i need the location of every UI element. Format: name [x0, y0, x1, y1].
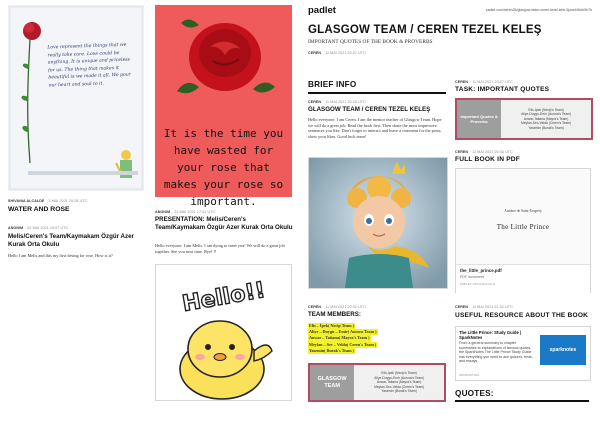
app-brand[interactable]: padlet [308, 5, 336, 16]
section-divider [455, 400, 589, 402]
section-divider [308, 92, 446, 94]
post-title: TEAM MEMBERS: [308, 311, 361, 318]
pdf-title: The Little Prince [496, 223, 550, 231]
post-date: 11 MAI 2021 20:28 UTC [325, 100, 366, 104]
hello-duck-image[interactable] [155, 264, 292, 401]
post-author: ANONIM [8, 226, 24, 230]
board-meta [308, 51, 366, 55]
post-meta [455, 305, 513, 309]
quote-text: It is the time you have wasted for your rose that makes your rose so important. [163, 127, 284, 208]
section-heading: BRIEF INFO [308, 80, 357, 89]
post-meta [308, 100, 366, 104]
post-body: Hello I am Melis and this my first desing for rose. How is it? [8, 253, 113, 258]
post-date: 11 MAI 2021 20:27 UTC [472, 80, 513, 84]
list-item: Anwar – Tatiana( Mayra's Team ) [309, 335, 370, 341]
file-name: the_little_prince.pdf [460, 268, 502, 273]
post-date: 3 MAI 2021 20:28 UTC [48, 199, 88, 203]
note-drawing [8, 5, 144, 191]
post-title: Melis/Ceren's Team/Kaymakam Özgür Azer Kurak Orta Okulu [8, 233, 134, 248]
link-title: The Little Prince: Study Guide | SparkNotes [459, 330, 522, 341]
rose-photo [155, 5, 292, 110]
file-source: PADLET-UPLOADS-FILE [460, 282, 496, 286]
post-meta [8, 226, 68, 230]
post-date: 11 MAI 2021 20:34 UTC [472, 150, 513, 154]
post-author: ANONIM [155, 210, 171, 214]
list-item: Yasemin( Burak's Team ) [309, 347, 355, 353]
board-subtitle: IMPORTANT QUOTES OF THE BOOK & PROVERBS [308, 39, 433, 45]
post-author: CEREN [455, 150, 469, 154]
board-author: CEREN [308, 51, 322, 55]
quote-image-card[interactable] [155, 5, 292, 208]
board-date: 11 MAI 2021 20:27 UTC [325, 51, 366, 55]
members-list [308, 323, 448, 354]
banner-left: GLASGOW TEAM [310, 365, 354, 400]
post-author: CEREN [308, 100, 322, 104]
link-domain: SPARKNOTES [459, 373, 480, 377]
banner-lines: Elis-İpek (Necip's Team) Aliye-Duygu-Emir (Aurora's Team) Anwar-Tatiana (Mayra's Team) Meylan-Sec-Velda (Ceren's Team) Yasemin (Burak's Team) [374, 371, 425, 394]
post-meta [8, 199, 87, 203]
page-url: padlet.com/ceren25/glasgow-team-ceren-tezel-kele-5pzw4f4tzh5h7b [485, 8, 592, 12]
little-prince-image[interactable] [308, 157, 448, 289]
post-body: Hello everyone. I am Melis. I am dying to meet you! We will do a great job together. See you next time. Bye! !! [155, 243, 285, 254]
hello-text: Hello!! [180, 277, 268, 318]
link-desc: From a general summary to chapter summaries to explanations of famous quotes, the SparkNotes The Little Prince Study Guide has everything you need to ace quizzes, tests, and essays. [459, 341, 533, 364]
post-title: WATER AND ROSE [8, 206, 70, 213]
post-title: TASK: IMPORTANT QUOTES [455, 86, 550, 93]
team-banner-image[interactable] [308, 363, 446, 402]
list-item: Aliye – Duygu – Emir( Aurora Team ) [309, 329, 377, 335]
post-author: CEREN [308, 305, 322, 309]
post-date: 22 MAI 2021 19:07 UTC [27, 226, 69, 230]
post-meta [155, 210, 215, 214]
pdf-attachment[interactable] [455, 168, 591, 293]
post-body: Hello everyone. I am Ceren. I am the mentor teacher of Glasgow Team. Hope we will do a great job. Read the book first. Then share the most impressive sentences you like. Don't forget to interact and leave a comment for the posts, show your likes. Good luck team! [308, 117, 442, 139]
list-item: Elis – İpek( Necip Team ) [309, 323, 355, 328]
post-meta [455, 80, 513, 84]
post-date: 22 MAI 2021 17:41 UTC [174, 210, 216, 214]
post-author: CEREN [455, 305, 469, 309]
post-date: 11 MAI 2021 21:32 UTC [472, 305, 513, 309]
note-handwriting: Love represent the things that we really take care. Love could be anything. It is unique and priceless for us. The thing that makes it beautiful is we made it all. We pour our heart and soul to it. [47, 42, 132, 89]
pdf-author: Antoine de Saint-Exupéry [504, 209, 542, 213]
post-title: GLASGOW TEAM / CEREN TEZEL KELEŞ [308, 106, 431, 113]
post-meta [455, 150, 513, 154]
section-heading: QUOTES: [455, 389, 494, 398]
post-meta [308, 305, 366, 309]
link-preview[interactable] [455, 326, 591, 381]
prince-portrait-icon [309, 158, 447, 288]
post-title: FULL BOOK IN PDF [455, 156, 520, 163]
post-title: USEFUL RESOURCE ABOUT THE BOOK [455, 312, 589, 319]
file-type: PDF document [460, 275, 484, 279]
banner-lines: Elis-İpek (Necip's Team) Aliye-Duygu-Emir (Aurora's Team) Anwar-Tatiana (Mayra's Team) Meylan-Sec-Velda (Ceren's Team) Yasemin (Burak's Team) [521, 107, 572, 130]
banner-left: Important Quotes & Proverbs [457, 100, 501, 138]
sparknotes-logo: sparknotes [540, 335, 586, 365]
handwritten-note-image[interactable] [8, 5, 144, 191]
post-author: CEREN [455, 80, 469, 84]
post-author: SHIVANIA ALCALDE [8, 199, 45, 203]
post-date: 11 MAI 2021 20:31 UTC [325, 305, 366, 309]
pdf-footer [456, 264, 590, 293]
post-title: PRESENTATION: Melis/Ceren's Team/Kaymakam Özgür Azer Kurak Orta Okulu [155, 216, 293, 231]
list-item: Meylan – Sec – Velda( Ceren's Team ) [309, 341, 377, 347]
board-title: GLASGOW TEAM / CEREN TEZEL KELEŞ [308, 24, 542, 36]
task-banner-image[interactable] [455, 98, 593, 140]
